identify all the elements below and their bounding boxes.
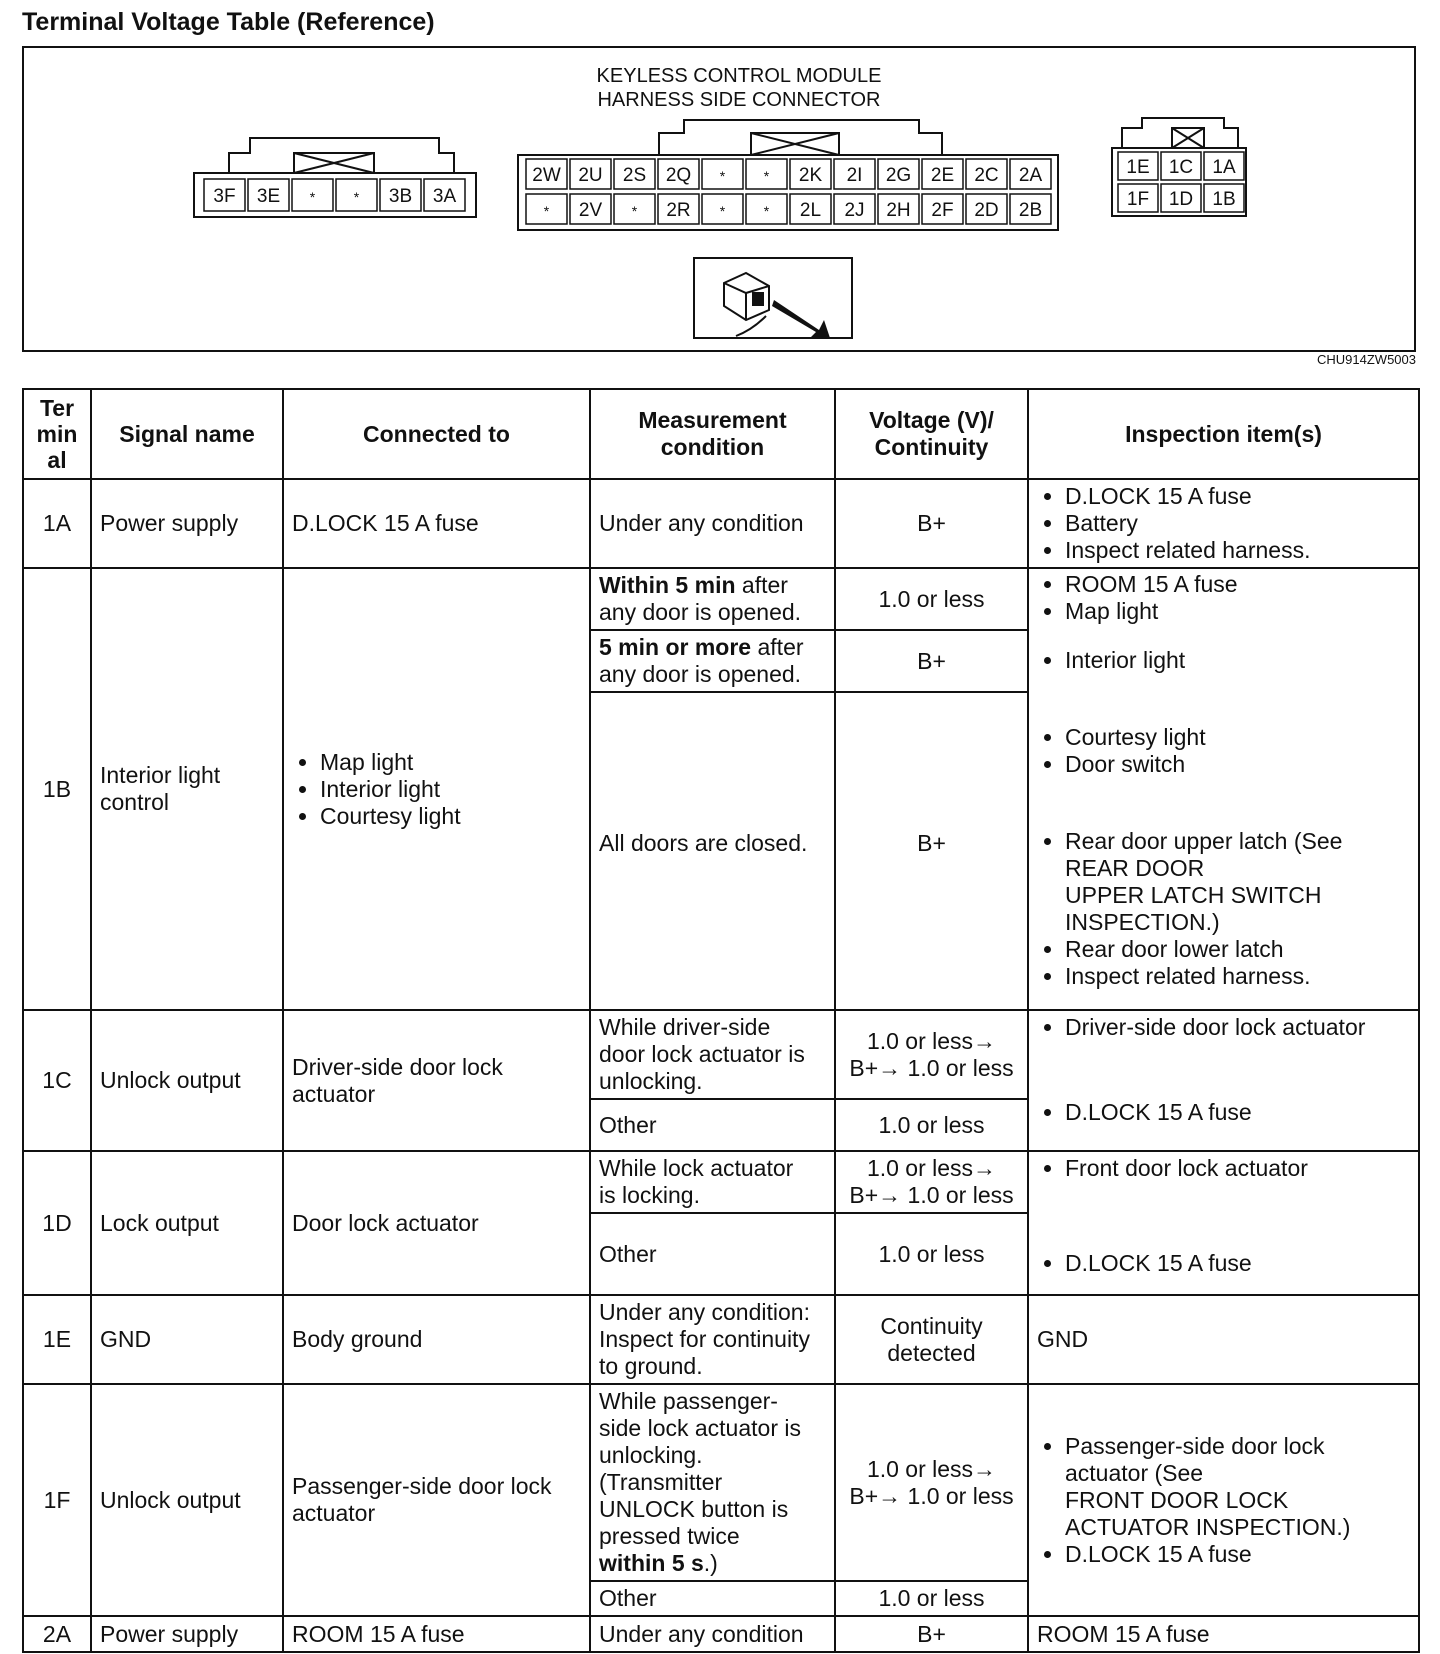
table-row-1A: [23, 479, 1419, 568]
inspection-cell: GND: [1028, 1295, 1419, 1384]
connector-pin-label: *: [719, 168, 726, 184]
inspection-cell: ROOM 15 A fuse: [1028, 1616, 1419, 1652]
inspection-line: FRONT DOOR LOCK: [1065, 1486, 1289, 1513]
condition-cell: Under any condition: [590, 479, 835, 568]
condition-cell: All doors are closed.: [590, 692, 835, 1010]
header-line: Continuity: [874, 434, 989, 460]
signal-cell: [91, 568, 283, 1010]
inspection-item: • Courtesy light: [1065, 724, 1410, 751]
condition-text: after: [735, 572, 788, 598]
header-voltage: [835, 389, 1028, 479]
connector-pin-label: 2S: [622, 165, 647, 186]
inspection-item: • Rear door lower latch: [1065, 936, 1410, 963]
voltage-cell: 1.0 or less: [835, 1581, 1028, 1616]
inspection-item: • Inspect related harness.: [1065, 963, 1410, 990]
connector-pin-label: *: [763, 203, 770, 219]
voltage-cell: [835, 1295, 1028, 1384]
connected-cell: [283, 1010, 590, 1151]
view-direction-icon: [694, 258, 852, 338]
inspection-line: • Rear door upper latch (See: [1065, 828, 1343, 854]
table-row-1B: [23, 568, 1419, 630]
header-inspection-items: Inspection item(s): [1028, 389, 1419, 479]
inspection-item: • Map light: [1065, 598, 1410, 625]
connected-line: Passenger-side door lock: [292, 1473, 552, 1499]
inspection-item: • Interior light: [1065, 647, 1410, 674]
connected-cell: ROOM 15 A fuse: [283, 1616, 590, 1652]
connector-pin-label: 1F: [1126, 189, 1150, 210]
inspection-cell: [1028, 1384, 1419, 1616]
connector-pin-label: *: [353, 189, 360, 205]
inspection-cell: [1028, 1010, 1419, 1151]
table-row-1F: [23, 1384, 1419, 1581]
connector-pin-label: 2G: [885, 165, 912, 186]
condition-line: side lock actuator is: [599, 1415, 801, 1441]
condition-cell: [590, 1010, 835, 1099]
page-title: Terminal Voltage Table (Reference): [22, 8, 435, 36]
connected-item: • Courtesy light: [320, 803, 581, 830]
condition-cell: [590, 568, 835, 630]
signal-line: Interior light: [100, 762, 221, 788]
voltage-cell: [835, 1151, 1028, 1213]
signal-cell: Unlock output: [91, 1384, 283, 1616]
diagram-caption-line2: HARNESS SIDE CONNECTOR: [597, 89, 881, 111]
condition-line: unlocking.: [599, 1442, 703, 1468]
connector-pin-label: 2J: [844, 200, 865, 221]
condition-line: While driver-side: [599, 1014, 771, 1040]
condition-emphasis: Within 5 min: [599, 572, 736, 598]
voltage-line: B+→ 1.0 or less: [849, 1482, 1014, 1509]
voltage-cell: [835, 1384, 1028, 1581]
terminal-voltage-table: [22, 388, 1420, 1653]
connector-pin-label: 3E: [256, 186, 281, 207]
connector-pin-label: 3B: [388, 186, 413, 207]
connector-pin-label: 2C: [974, 165, 999, 186]
connector-pin-label: *: [543, 203, 550, 219]
inspection-item: • Driver-side door lock actuator: [1065, 1014, 1410, 1041]
signal-cell: GND: [91, 1295, 283, 1384]
connected-item: • Map light: [320, 749, 581, 776]
inspection-item: [1065, 828, 1410, 936]
table-row-1D: [23, 1151, 1419, 1213]
condition-text: .): [703, 1550, 718, 1576]
connector-pin-label: 2L: [799, 200, 822, 221]
connector-pin-label: 2U: [578, 165, 603, 186]
header-line: Measurement: [638, 407, 787, 433]
voltage-cell: 1.0 or less: [835, 1213, 1028, 1295]
signal-cell: Power supply: [91, 479, 283, 568]
header-measurement-condition: [590, 389, 835, 479]
condition-cell: Other: [590, 1213, 835, 1295]
terminal-cell: 1B: [23, 568, 91, 1010]
inspection-line: REAR DOOR: [1065, 855, 1205, 881]
signal-cell: Lock output: [91, 1151, 283, 1295]
inspection-item: • Battery: [1065, 510, 1410, 537]
header-terminal-line: al: [47, 447, 67, 473]
condition-line: door lock actuator is: [599, 1041, 805, 1067]
condition-line: (Transmitter: [599, 1469, 723, 1495]
connector-pin-label: *: [309, 189, 316, 205]
condition-emphasis: within 5 s: [599, 1550, 704, 1576]
header-terminal: [23, 389, 91, 479]
connector-pin-label: 2R: [666, 200, 691, 221]
inspection-item: • D.LOCK 15 A fuse: [1065, 1541, 1410, 1568]
header-connected-to: Connected to: [283, 389, 590, 479]
table-row-1E: [23, 1295, 1419, 1384]
voltage-cell: [835, 1010, 1028, 1099]
connector-pin-label: 1B: [1212, 189, 1236, 210]
condition-cell: Other: [590, 1581, 835, 1616]
terminal-cell: 1D: [23, 1151, 91, 1295]
voltage-cell: B+: [835, 692, 1028, 1010]
connected-cell: Body ground: [283, 1295, 590, 1384]
voltage-cell: B+: [835, 630, 1028, 692]
figure-reference-code: CHU914ZW5003: [1317, 352, 1416, 367]
condition-cell: [590, 1295, 835, 1384]
inspection-item: • D.LOCK 15 A fuse: [1065, 483, 1410, 510]
inspection-item: • ROOM 15 A fuse: [1065, 571, 1410, 598]
table-row-1C: [23, 1010, 1419, 1099]
condition-line: to ground.: [599, 1353, 703, 1379]
terminal-cell: 1C: [23, 1010, 91, 1151]
condition-cell: [590, 1384, 835, 1581]
inspection-line: ACTUATOR INSPECTION.): [1065, 1513, 1351, 1540]
inspection-item: [1065, 1433, 1410, 1541]
connector-pin-label: 2W: [532, 165, 561, 186]
voltage-line: B+→ 1.0 or less: [849, 1054, 1014, 1081]
connector-pin-label: *: [719, 203, 726, 219]
header-terminal-line: Ter: [39, 395, 75, 421]
connected-line: Driver-side door lock: [292, 1053, 503, 1080]
table-row-2A: [23, 1616, 1419, 1652]
connector-pin-label: 2F: [931, 200, 954, 221]
condition-cell: Under any condition: [590, 1616, 835, 1652]
connected-cell: [283, 1384, 590, 1616]
voltage-line: 1.0 or less→: [866, 1155, 997, 1181]
condition-text: any door is opened.: [599, 599, 802, 625]
connector-pin-label: *: [631, 203, 638, 219]
connector-pin-label: 2Q: [665, 165, 692, 186]
header-terminal-line: min: [36, 421, 78, 447]
inspection-item: • Door switch: [1065, 751, 1410, 778]
inspection-cell: [1028, 479, 1419, 568]
connector-pin-label: 2D: [974, 200, 999, 221]
voltage-line: detected: [887, 1339, 976, 1366]
connector-pin-label: 2A: [1018, 165, 1043, 186]
inspection-item: • Front door lock actuator: [1065, 1155, 1410, 1182]
inspection-item: • D.LOCK 15 A fuse: [1065, 1250, 1410, 1277]
condition-line: pressed twice: [599, 1523, 740, 1549]
voltage-cell: B+: [835, 1616, 1028, 1652]
condition-line: While lock actuator: [599, 1155, 794, 1181]
condition-line: Inspect for continuity: [599, 1326, 810, 1352]
voltage-cell: B+: [835, 479, 1028, 568]
terminal-cell: 2A: [23, 1616, 91, 1652]
connector-pin-label: 2K: [798, 165, 823, 186]
voltage-line: 1.0 or less→: [866, 1027, 997, 1054]
condition-emphasis: 5 min or more: [599, 634, 752, 660]
condition-line: UNLOCK button is: [599, 1496, 789, 1522]
connector-pin-label: 1A: [1212, 157, 1236, 178]
connector-pin-label: 1D: [1168, 189, 1194, 210]
inspection-item: • D.LOCK 15 A fuse: [1065, 1099, 1410, 1126]
connected-line: actuator: [292, 1500, 376, 1526]
connector-pin-label: 3A: [432, 186, 457, 207]
terminal-cell: 1F: [23, 1384, 91, 1616]
condition-cell: Other: [590, 1099, 835, 1151]
header-signal-name: Signal name: [91, 389, 283, 479]
inspection-cell: [1028, 568, 1419, 1010]
connector-pin-label: 1C: [1168, 157, 1194, 178]
inspection-line: • Passenger-side door lock: [1065, 1432, 1325, 1459]
condition-line: unlocking.: [599, 1068, 703, 1094]
inspection-cell: [1028, 1151, 1419, 1295]
connector-pin-label: 2I: [846, 165, 863, 186]
terminal-cell: 1A: [23, 479, 91, 568]
diagram-caption-line1: KEYLESS CONTROL MODULE: [596, 65, 882, 87]
inspection-line: INSPECTION.): [1065, 909, 1220, 935]
connector-drawing: [24, 48, 1414, 350]
condition-cell: [590, 1151, 835, 1213]
condition-text: after: [751, 634, 804, 660]
condition-text: any door is opened.: [599, 661, 802, 687]
condition-line: is locking.: [599, 1182, 700, 1208]
connector-pin-label: 2B: [1018, 200, 1043, 221]
voltage-line: 1.0 or less→: [866, 1455, 997, 1482]
connector-pin-label: 2H: [886, 200, 911, 221]
terminal-cell: 1E: [23, 1295, 91, 1384]
connector-pin-label: 3F: [213, 186, 236, 207]
inspection-line: UPPER LATCH SWITCH: [1065, 882, 1322, 908]
connector-pin-label: *: [763, 168, 770, 184]
condition-line: Under any condition:: [599, 1299, 810, 1325]
connected-cell: [283, 568, 590, 1010]
connector-pin-label: 2E: [930, 165, 955, 186]
connected-line: actuator: [292, 1080, 376, 1107]
voltage-line: Continuity: [880, 1312, 983, 1339]
header-line: Voltage (V)/: [869, 407, 994, 433]
header-line: condition: [660, 434, 765, 460]
connector-diagram: [22, 46, 1416, 352]
voltage-cell: 1.0 or less: [835, 568, 1028, 630]
voltage-line: B+→ 1.0 or less: [849, 1182, 1014, 1208]
signal-line: control: [100, 789, 170, 815]
signal-cell: Unlock output: [91, 1010, 283, 1151]
connected-cell: D.LOCK 15 A fuse: [283, 479, 590, 568]
table-header-row: [23, 389, 1419, 479]
voltage-cell: 1.0 or less: [835, 1099, 1028, 1151]
connector-pin-label: 1E: [1126, 157, 1150, 178]
connector-pin-label: 2V: [578, 200, 603, 221]
inspection-line: actuator (See: [1065, 1459, 1204, 1486]
connected-item: • Interior light: [320, 776, 581, 803]
inspection-item: • Inspect related harness.: [1065, 537, 1410, 564]
connected-cell: Door lock actuator: [283, 1151, 590, 1295]
signal-cell: Power supply: [91, 1616, 283, 1652]
condition-line: While passenger-: [599, 1388, 778, 1414]
condition-cell: [590, 630, 835, 692]
